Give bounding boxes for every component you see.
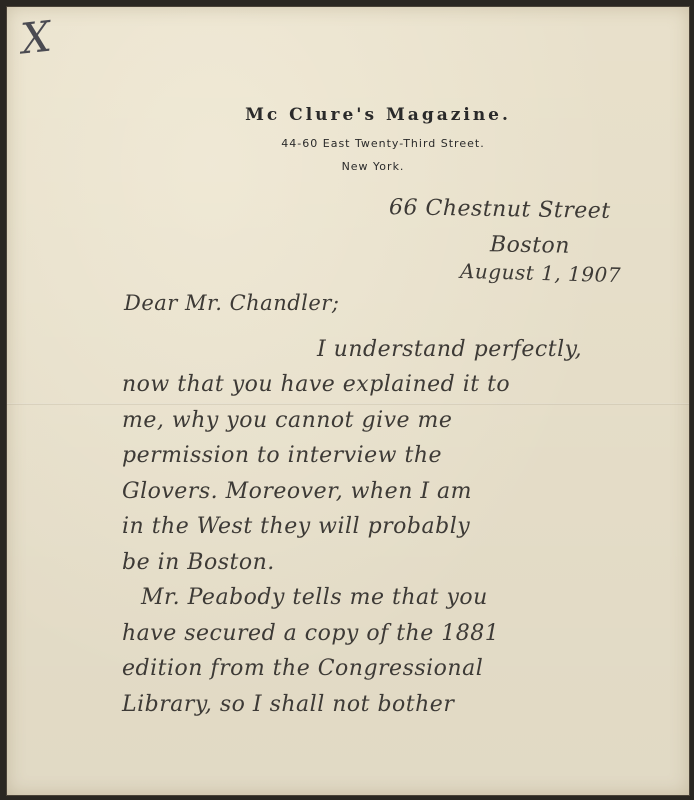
body-line: be in Boston.	[122, 550, 275, 575]
handwritten-x-mark: X	[18, 11, 54, 64]
body-line: Glovers. Moreover, when I am	[122, 479, 473, 504]
body-line: permission to interview the	[122, 443, 443, 468]
body-line: Mr. Peabody tells me that you	[141, 585, 488, 610]
letterhead	[7, 105, 689, 173]
letterhead-city: New York.	[341, 160, 405, 173]
body-line: me, why you cannot give me	[122, 408, 453, 433]
body-line: I understand perfectly,	[317, 337, 583, 362]
letter-date: August 1, 1907	[459, 258, 622, 288]
letterhead-street: 44-60 East Twenty-Third Street.	[281, 137, 485, 150]
salutation: Dear Mr. Chandler;	[124, 291, 340, 315]
body-line: have secured a copy of the 1881	[122, 621, 500, 646]
body-line: Library, so I shall not bother	[122, 692, 455, 717]
body-line: now that you have explained it to	[122, 372, 511, 397]
paper-fold	[7, 403, 689, 405]
body-line: edition from the Congressional	[122, 656, 484, 681]
sender-city: Boston	[489, 232, 571, 259]
letter-sheet	[6, 6, 690, 796]
sender-street: 66 Chestnut Street	[388, 195, 611, 224]
letterhead-title: Mc Clure's Magazine.	[245, 105, 511, 125]
body-line: in the West they will probably	[122, 514, 471, 539]
